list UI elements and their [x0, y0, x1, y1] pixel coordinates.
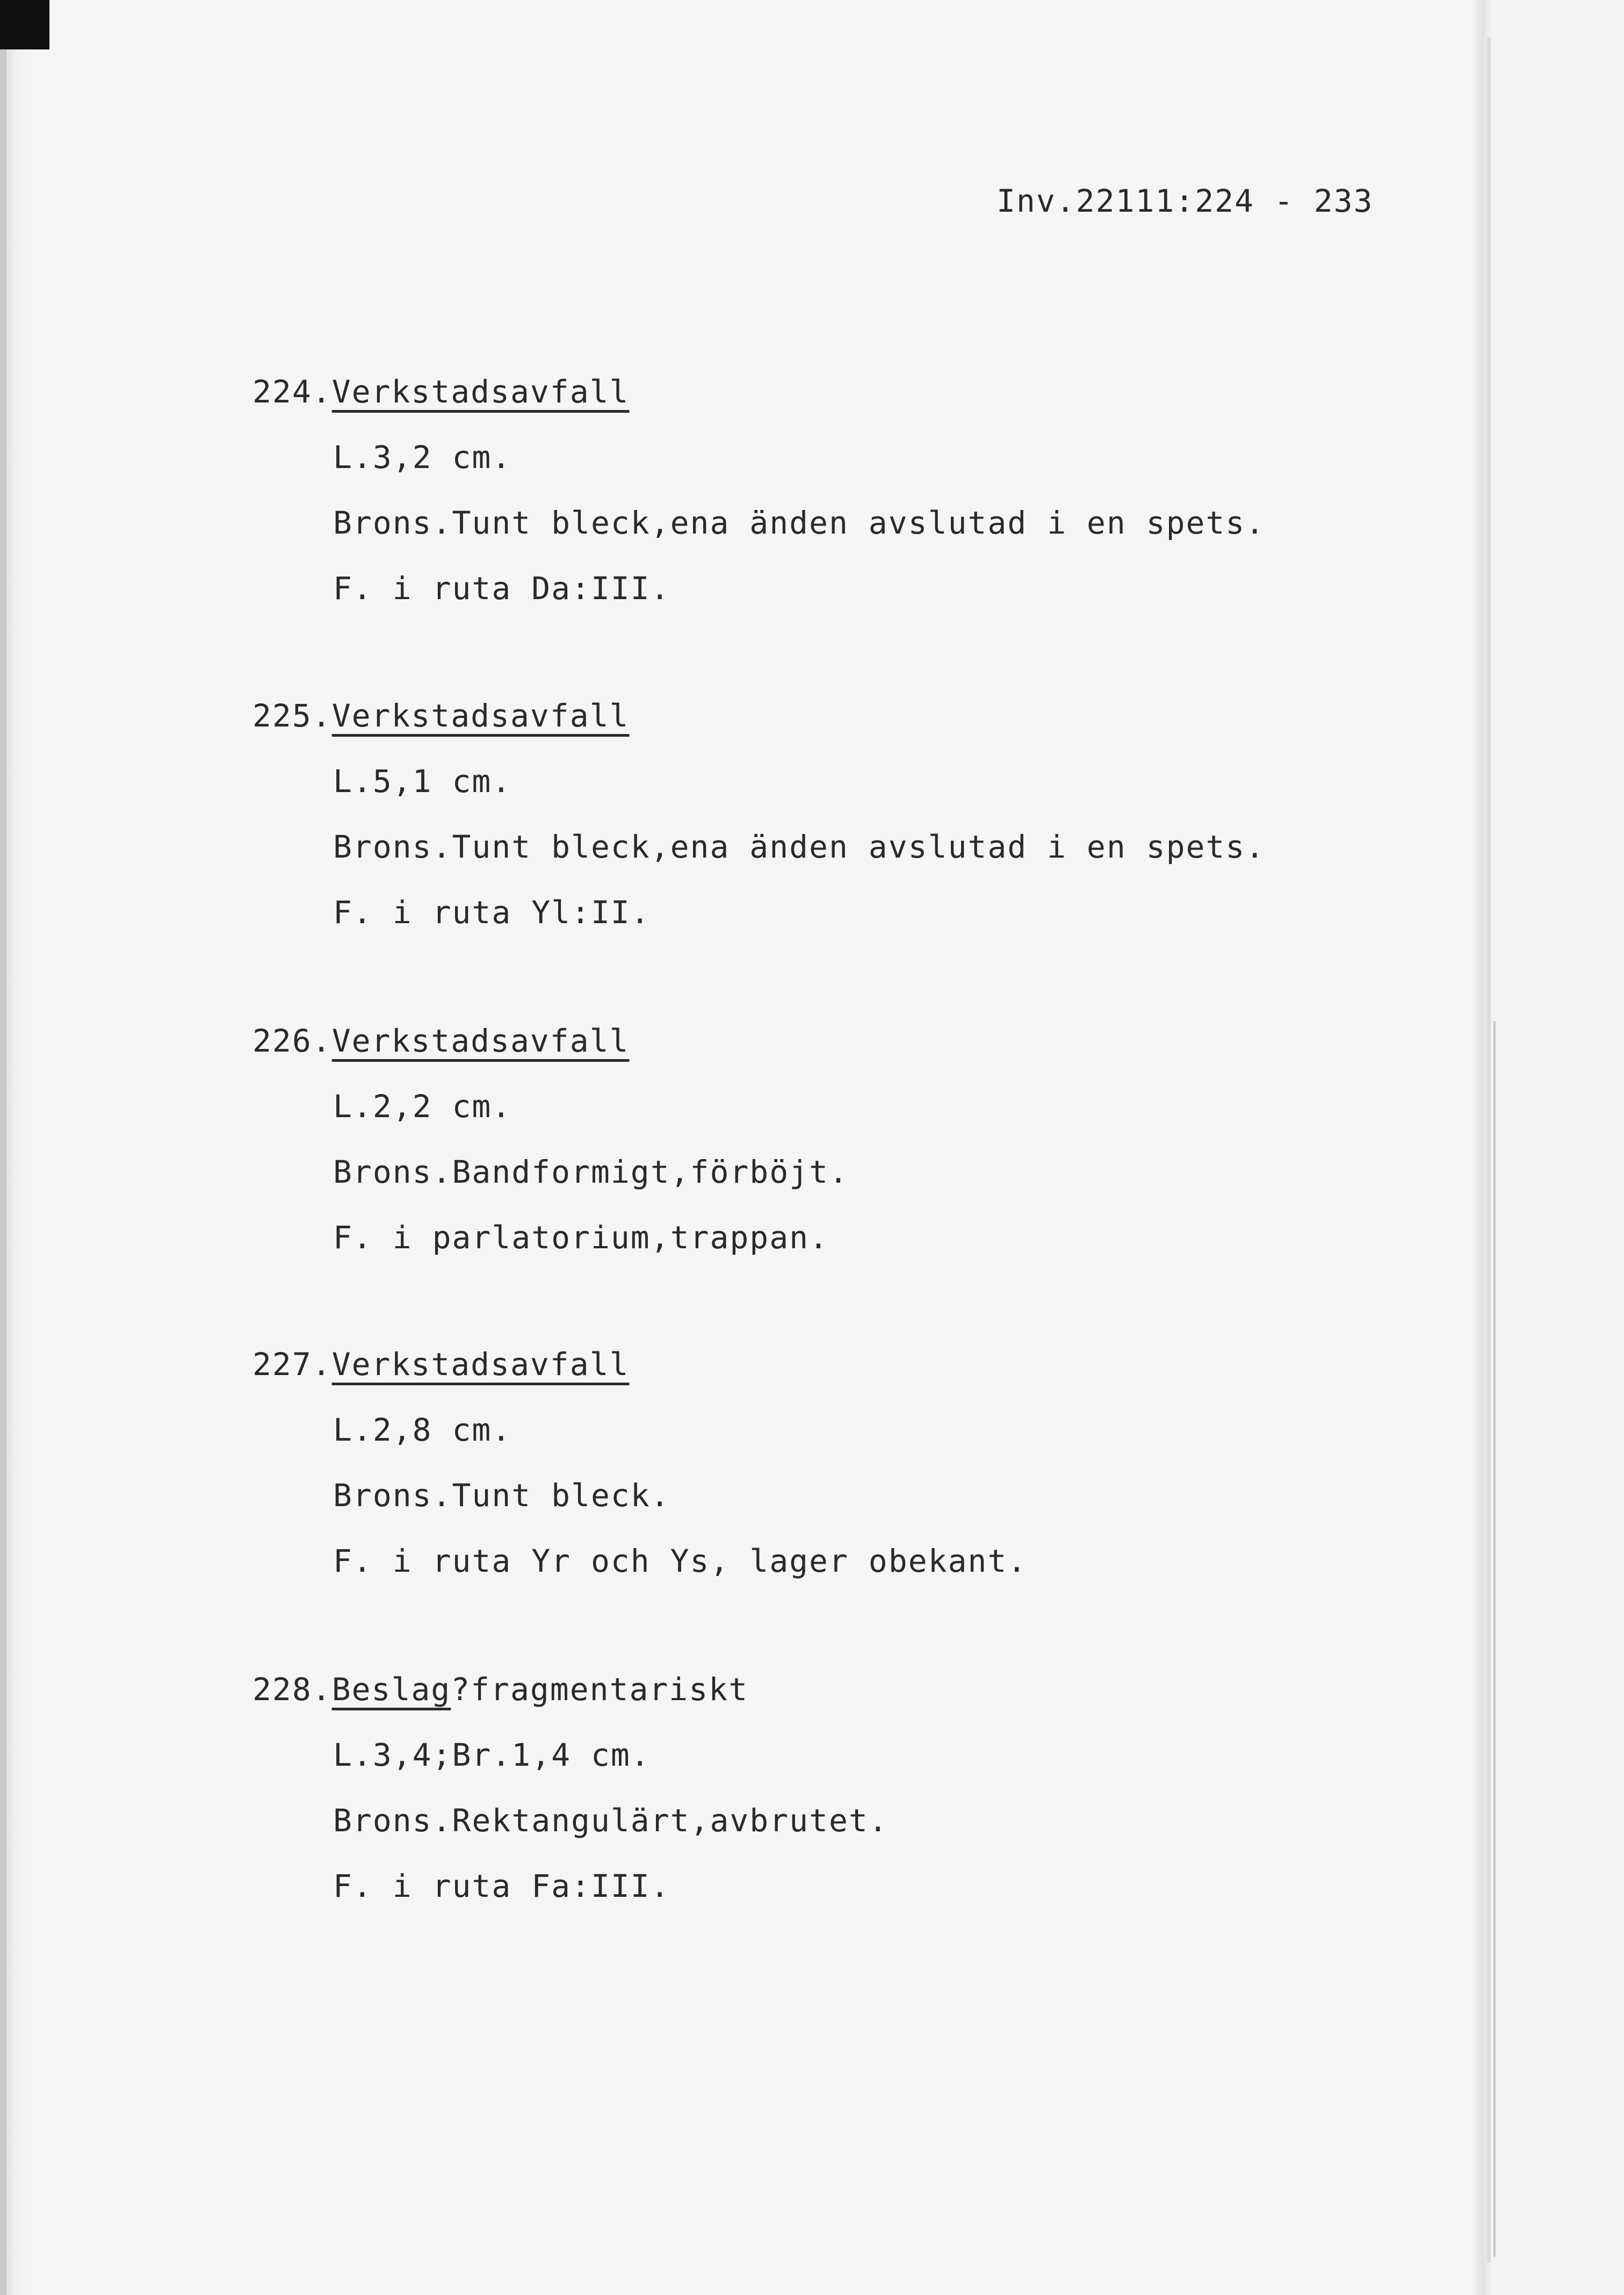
entry-description: Brons.Tunt bleck,ena änden avslutad i en spets. [333, 505, 1266, 541]
entry-number: 224. [252, 373, 332, 410]
entry-description: Brons.Rektangulärt,avbrutet. [333, 1802, 889, 1839]
entry-title-line [252, 1023, 849, 1059]
entry-title: Verkstadsavfall [331, 1346, 630, 1383]
entry-findspot: F. i ruta Da:III. [333, 570, 670, 607]
entry-title-line [252, 1346, 1027, 1383]
catalog-entry-227 [252, 1346, 1027, 1579]
entry-findspot: F. i ruta Yl:II. [333, 894, 651, 931]
entry-title-line [252, 697, 1265, 734]
catalog-entry-228 [252, 1671, 889, 1904]
entry-findspot: F. i ruta Yr och Ys, lager obekant. [333, 1543, 1028, 1579]
entry-title-rest: ?fragmentariskt [451, 1671, 748, 1708]
entry-measurement: L.3,4;Br.1,4 cm. [333, 1737, 651, 1773]
entry-title: Verkstadsavfall [331, 373, 630, 410]
entry-number: 228. [252, 1671, 332, 1708]
entry-description: Brons.Bandformigt,förböjt. [333, 1154, 849, 1190]
entry-title: Beslag [331, 1671, 451, 1708]
entry-measurement: L.2,8 cm. [333, 1412, 512, 1448]
entry-number: 227. [252, 1346, 332, 1383]
entry-description: Brons.Tunt bleck. [333, 1477, 670, 1514]
catalog-entry-225 [252, 697, 1265, 931]
right-binding-shadow [1493, 1021, 1496, 2257]
entry-findspot: F. i parlatorium,trappan. [333, 1219, 829, 1256]
entry-measurement: L.2,2 cm. [333, 1088, 512, 1125]
entry-title: Verkstadsavfall [331, 1023, 630, 1059]
entry-number: 226. [252, 1023, 332, 1059]
entry-description: Brons.Tunt bleck,ena änden avslutad i en spets. [333, 829, 1266, 865]
catalog-entry-226 [252, 1023, 849, 1256]
entry-measurement: L.5,1 cm. [333, 763, 512, 800]
left-page-edge [0, 49, 6, 2295]
scan-corner-mark [0, 0, 49, 49]
entry-number: 225. [252, 697, 332, 734]
entry-findspot: F. i ruta Fa:III. [333, 1868, 670, 1904]
entry-title-line [252, 1671, 889, 1708]
entry-title-line [252, 373, 1265, 410]
right-binding-edge [1487, 38, 1491, 2262]
entry-title: Verkstadsavfall [331, 697, 630, 734]
inventory-header: Inv.22111:224 - 233 [997, 183, 1374, 219]
entry-measurement: L.3,2 cm. [333, 439, 512, 476]
catalog-entry-224 [252, 373, 1265, 607]
